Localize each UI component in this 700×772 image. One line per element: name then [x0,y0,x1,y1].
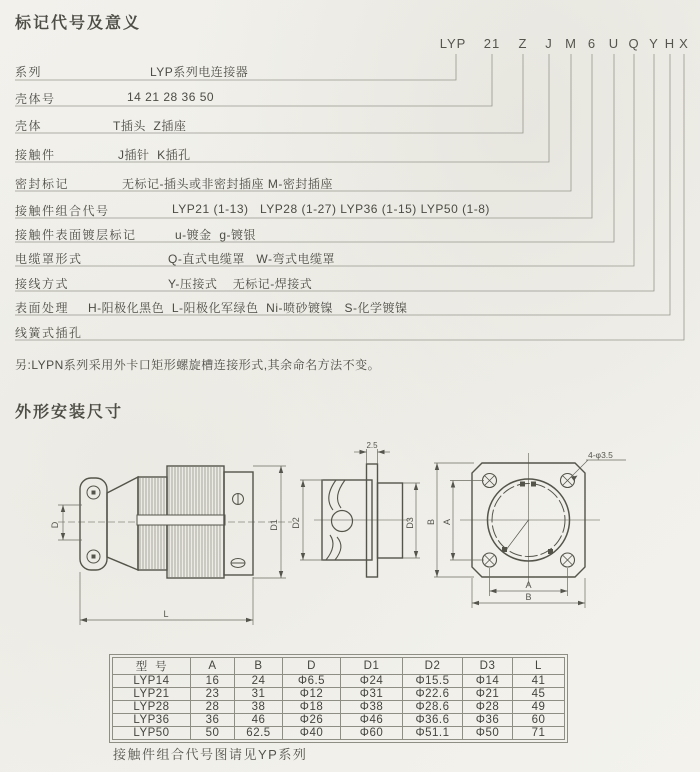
dim-label-2-5: 2.5 [366,441,378,450]
bayonet-slot [326,535,333,560]
header-cell: D [283,658,341,675]
section-title-dimensions: 外形安装尺寸 [15,404,124,421]
code-part-seal: M [565,36,577,51]
dim-label-holes: 4-φ3.5 [588,450,613,460]
dimension-table-wrap [109,654,568,743]
row-label: 接触件 [15,148,56,162]
code-part-socket: X [679,36,689,51]
row-value: LYP系列电连接器 [150,65,249,79]
table-row [113,714,565,727]
dim-2-5 [354,449,390,464]
series-note: 另:LYPN系列采用外卡口矩形螺旋槽连接形式,其余命名方法不变。 [15,358,381,372]
dim-label-D: D [50,521,60,529]
cell: 16 [191,675,235,688]
cell: 62.5 [235,727,283,740]
table-row [113,688,565,701]
header-cell: 型 号 [113,658,191,675]
code-part-series: LYP [439,36,467,51]
cell: Φ46 [341,714,403,727]
cell: Φ36 [463,714,513,727]
row-value: T插头 Z插座 [113,119,187,133]
cell: Φ38 [341,701,403,714]
cell: 60 [513,714,565,727]
footer-note: 接触件组合代号图请见YP系列 [113,747,308,762]
code-part-cable: Q [628,36,640,51]
row-label: 接触件组合代号 [15,204,110,218]
dim-label-L: L [163,609,169,619]
receptacle-side-view-drawing [291,441,420,577]
cell: Φ28.6 [403,701,463,714]
header-cell: L [513,658,565,675]
cell: Φ51.1 [403,727,463,740]
code-part-shellno: 21 [483,36,501,51]
dim-D [58,505,82,540]
cell: 38 [235,701,283,714]
row-value: LYP21 (1-13) LYP28 (1-27) LYP36 (1-15) LYP50 (1-8) [172,202,490,216]
cell: 46 [235,714,283,727]
table-row [113,675,565,688]
cell: Φ14 [463,675,513,688]
row-value: 无标记-插头或非密封插座 M-密封插座 [122,177,333,191]
bayonet-key [531,482,536,487]
cell: Φ21 [463,688,513,701]
row-label: 壳体号 [15,92,56,106]
row-label: 线簧式插孔 [15,326,83,340]
header-cell: B [235,658,283,675]
page-title: 标记代号及意义 [15,15,142,32]
cell: Φ60 [341,727,403,740]
cell: 31 [235,688,283,701]
table-row [113,701,565,714]
cell: 71 [513,727,565,740]
cell-model: LYP50 [113,727,191,740]
row-label: 接线方式 [15,277,70,291]
cell: Φ15.5 [403,675,463,688]
table-row [113,727,565,740]
code-part-plating: U [608,36,620,51]
bayonet-pin-hole [332,511,353,532]
row-label: 系列 [15,65,43,79]
bayonet-slot [329,480,336,510]
flange-face-view-drawing [426,450,626,608]
cell: Φ28 [463,701,513,714]
cell: Φ50 [463,727,513,740]
code-part-wiring: Y [649,36,659,51]
row-value: Q-直式电缆罩 W-弯式电缆罩 [168,252,335,266]
cell: 24 [235,675,283,688]
cell: Φ24 [341,675,403,688]
dim-label-B: B [426,518,436,526]
receptacle-end [224,472,253,575]
back-shell [107,477,138,570]
header-cell: D1 [341,658,403,675]
cell: Φ36.6 [403,714,463,727]
cell: 49 [513,701,565,714]
hole-callout [571,460,626,481]
cell: Φ6.5 [283,675,341,688]
header-cell: D3 [463,658,513,675]
dimension-drawings [0,430,700,665]
row-value: 14 21 28 36 50 [127,90,215,104]
dim-label-D1: D1 [269,519,279,531]
cell: 23 [191,688,235,701]
row-label: 壳体 [15,119,43,133]
row-label: 接触件表面镀层标记 [15,228,137,242]
dim-label-D3: D3 [405,517,415,529]
table-header-row [113,658,565,675]
header-cell: A [191,658,235,675]
cell: 28 [191,701,235,714]
cell: Φ31 [341,688,403,701]
row-value: J插针 K插孔 [118,148,191,162]
bayonet-key [520,482,525,487]
code-part-shell: Z [518,36,528,51]
cell-model: LYP28 [113,701,191,714]
center-band [137,515,225,525]
code-part-combo: 6 [587,36,597,51]
cell-model: LYP21 [113,688,191,701]
row-value: H-阳极化黑色 L-阳极化军绿色 Ni-喷砂镀镍 S-化学镀镍 [88,301,408,315]
cell: Φ22.6 [403,688,463,701]
cell: 45 [513,688,565,701]
cell: Φ12 [283,688,341,701]
row-label: 密封标记 [15,177,70,191]
cell: 50 [191,727,235,740]
row-label: 电缆罩形式 [15,252,83,266]
cell: Φ18 [283,701,341,714]
row-value: u-镀金 g-镀银 [175,228,257,242]
cell: Φ40 [283,727,341,740]
cell: Φ26 [283,714,341,727]
dim-label-B: B [525,592,532,602]
row-label: 表面处理 [15,301,70,315]
code-part-finish: H [664,36,676,51]
code-part-contact: J [545,36,553,51]
dim-label-D2: D2 [291,517,301,529]
dimension-table [112,657,565,740]
rear-cylinder [378,483,403,558]
row-value: Y-压接式 无标记-焊接式 [168,277,313,291]
dim-label-A: A [442,518,452,526]
header-cell: D2 [403,658,463,675]
cell: 41 [513,675,565,688]
cell-model: LYP36 [113,714,191,727]
plug-side-view-drawing [50,466,292,625]
cell: 36 [191,714,235,727]
cell-model: LYP14 [113,675,191,688]
dim-label-A: A [525,580,532,590]
bayonet-key [548,549,553,554]
